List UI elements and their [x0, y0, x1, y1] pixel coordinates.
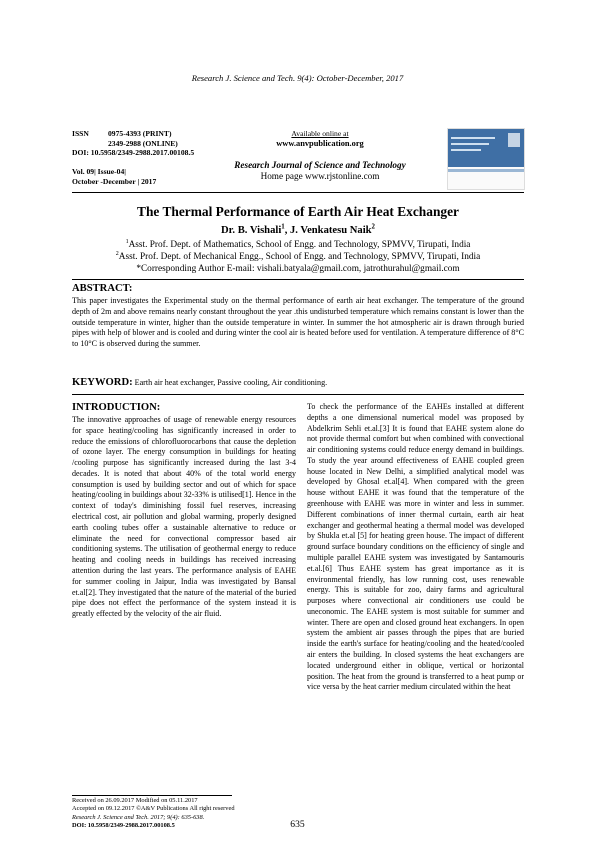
received-date: Received on 26.09.2017 Modified on 05.11.2017	[72, 797, 198, 804]
journal-homepage[interactable]: Home page www.rjstonline.com	[260, 171, 380, 181]
citation: Research J. Science and Tech. 2017; 9(4): 635-638.	[72, 813, 205, 821]
volume-issue: Vol. 09| Issue-04|	[72, 167, 126, 176]
journal-name: Research Journal of Science and Technology	[234, 160, 406, 170]
affiliation-1-sup: 1	[125, 238, 129, 245]
author-2: , J. Venkatesu Naik	[284, 225, 372, 236]
affiliation-2-sup: 2	[115, 250, 119, 257]
issn-online: 2349-2988 (ONLINE)	[108, 138, 178, 148]
corresponding-author: *Corresponding Author E-mail: vishali.batyala@gmail.com, jatrothurahul@gmail.com	[136, 264, 460, 274]
available-online-label: Available online at	[291, 129, 349, 138]
issue-period: October -December | 2017	[72, 176, 157, 186]
introduction-left-column: The innovative approaches of usage of renewable energy resources for space heating/cooling has significantly increased in order to reduce the emissions of chlorofluorocarbons that cause the depletion of ozone layer. The energy consumption in buildings for heating /cooling purpose has significantly increased during the last 3-4 decades. It is noted that about 40% of the total world energy consumption is used by building sector and out of which for space heating/cooling in buildings about 32-33% is utilised[1]. Hence in the context of today's diminishing fossil fuel reserves, increasing electrical cost, air pollution and global warming, properly designed earth cooling tubes offer a sustainable alternative to reduce or eliminate the need for convectional compressor based air conditioning systems. The utilisation of geothermal energy to reduce heating and cooling needs in buildings has received increasing attention during the last years. The performance analysis of EAHE for summer cooling in Jaipur, India was investigated by Bansal et.al[2]. They investigated that the nature of the material of the buried pipe does not effect the performance of the system instead it is greatly effected by the velocity of the air fluid.	[72, 415, 296, 619]
issn-block	[72, 129, 194, 158]
footer-divider	[72, 795, 232, 796]
keywords-heading: KEYWORD:	[72, 377, 133, 388]
running-head: Research J. Science and Tech. 9(4): October-December, 2017	[191, 73, 404, 83]
footer-doi: DOI: 10.5958/2349-2988.2017.00108.5	[72, 822, 175, 830]
doi-header: DOI: 10.5958/2349-2988.2017.00108.5	[72, 148, 195, 158]
publisher-url[interactable]: www.anvpublication.org	[276, 139, 364, 148]
abstract-heading: ABSTRACT:	[72, 283, 133, 294]
availability-block	[240, 129, 400, 149]
article-title: The Thermal Performance of Earth Air Heat Exchanger	[137, 204, 459, 219]
page-number: 635	[290, 819, 305, 830]
volume-block	[72, 167, 156, 186]
keywords-line	[72, 377, 327, 388]
affiliation-1	[72, 240, 524, 251]
author-2-sup: 2	[371, 223, 375, 231]
accepted-date: Accepted on 09.12.2017 ©A&V Publications All right reserved	[72, 805, 235, 813]
journal-block	[215, 160, 425, 182]
author-1: Dr. B. Vishali	[221, 225, 282, 236]
header-divider	[72, 192, 524, 193]
affiliation-2	[72, 252, 524, 263]
keywords-text: Earth air heat exchanger, Passive cooling, Air conditioning.	[132, 378, 328, 387]
issn-label: ISSN	[72, 129, 89, 138]
author-1-sup: 1	[281, 223, 285, 231]
introduction-right-column: To check the performance of the EAHEs installed at different depths a one dimensional numerical model was proposed by Abdelkrim Sehli et.al.[3] It is found that EAHE system alone do not provide thermal comfort but when combined with convectional air conditioning systems could reduce energy demand in buildings. To study the year around effectiveness of EAHE coupled green house located in New Delhi, a simplified analytical model was developed by Ghosal et.al[4]. When compared with the green house without EAHE it was found that the temperature of the greenhouse with EAHE was more in winter and less in summer. Different combinations of inner thermal curtain, earth air heat exchanger and geothermal heating a thermal model was developed by Shukla et.al [5] for heating green house. The impact of different ground surface boundary conditions on the efficiency of single and multiple parallel EAHE system was investigated by Santamouris et.al.[6] Thus EAHE system has great importance as it is environmental friendly, has low running cost, uses renewable energy. This is suitable for zoo, dairy farms and agricultural purposes where convectional air conditioners use could be uneconomic. The EAHE system is most suitable for summer and winter. There are open and closed ground heat exchangers. In open system the ambient air passes through the pipes that are buried inside the earth's surface for heating/cooling and the heated/cooled air enters the building. In closed systems the heat exchangers are located underground either in oblique, vertical or horizontal position. The heat from the ground is transferred to a heat pump or vice versa by the heat carrier medium circulated within the heat	[307, 402, 524, 692]
introduction-heading: INTRODUCTION:	[72, 402, 161, 413]
keywords-divider	[72, 394, 524, 395]
issn-print: 0975-4393 (PRINT)	[108, 129, 172, 138]
author-line	[72, 225, 524, 236]
abstract-text: This paper investigates the Experimental study on the thermal performance of earth air heat exchanger. The temperature of the ground depth of 2m and above remains nearly constant throughout the year .this undisturbed temperature which remains constant is lower than the outside temperature in winter, higher than the outside temperature in winter. In summer the hot atmospheric air is drawn through buried pipes with help of blower and is cooled and during winter the cool air is heated before used for ventilation. A temperature difference of 8°C to 10°C is observed during the summer.	[72, 296, 524, 349]
title-divider	[72, 279, 524, 280]
affiliation-2-text: Asst. Prof. Dept. of Mechanical Engg., School of Engg. and Technology, SPMVV, Tirupati, India	[118, 252, 481, 262]
affiliation-1-text: Asst. Prof. Dept. of Mathematics, School of Engg. and Technology, SPMVV, Tirupati, India	[128, 240, 471, 250]
journal-cover-image	[447, 128, 525, 190]
